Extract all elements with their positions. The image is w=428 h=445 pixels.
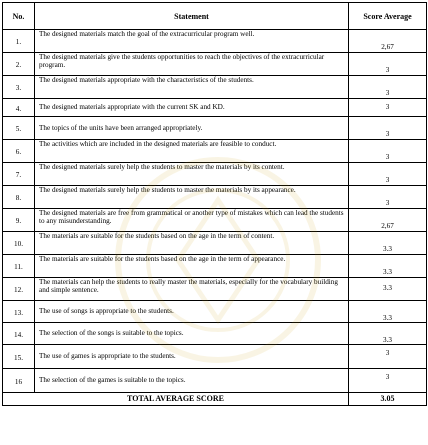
row-score: 3 [349,53,427,76]
table-row [3,301,427,323]
row-statement: The designed materials are free from grammatical or another type of mistakes which can lead the students to any misunderstanding. [35,209,349,232]
row-statement: The designed materials surely help the students to master the materials by its appearance. [35,186,349,209]
table-row [3,323,427,345]
row-score: 3.3 [349,232,427,255]
row-statement: The designed materials appropriate with the current SK and KD. [35,99,349,117]
row-score: 3 [349,186,427,209]
row-statement: The designed materials give the students opportunities to reach the objectives of the extracurricular program. [35,53,349,76]
table-row [3,53,427,76]
score-average-table [2,2,427,406]
table-row [3,209,427,232]
row-number: 9. [3,209,35,232]
row-number: 14. [3,323,35,345]
row-statement: The materials can help the students to really master the materials, especially for the vocabulary building and simple sentence. [35,278,349,301]
row-statement: The selection of the songs is suitable to the topics. [35,323,349,345]
table-row [3,278,427,301]
row-statement: The designed materials appropriate with the characteristics of the students. [35,76,349,99]
row-statement: The topics of the units have been arranged appropriately. [35,117,349,140]
table-row [3,76,427,99]
header-no: No. [3,3,35,30]
row-number: 16 [3,369,35,393]
row-number: 15. [3,345,35,369]
row-statement: The designed materials surely help the students to master the materials by its content. [35,163,349,186]
row-score: 3 [349,345,427,369]
table-row [3,163,427,186]
header-score-average: Score Average [349,3,427,30]
row-number: 1. [3,30,35,53]
header-statement: Statement [35,3,349,30]
row-number: 2. [3,53,35,76]
row-score: 3.3 [349,278,427,301]
total-label: TOTAL AVERAGE SCORE [3,393,349,406]
row-score: 3 [349,76,427,99]
score-table-container [2,2,426,406]
row-number: 13. [3,301,35,323]
table-row [3,117,427,140]
table-row [3,345,427,369]
row-number: 11. [3,255,35,278]
row-score: 3 [349,369,427,393]
row-score: 3.3 [349,323,427,345]
row-number: 3. [3,76,35,99]
row-number: 8. [3,186,35,209]
table-row [3,186,427,209]
table-header-row [3,3,427,30]
row-statement: The use of songs is appropriate to the students. [35,301,349,323]
row-score: 3 [349,163,427,186]
row-score: 2,67 [349,209,427,232]
table-row [3,140,427,163]
row-number: 10. [3,232,35,255]
table-row [3,255,427,278]
table-row [3,369,427,393]
row-statement: The materials are suitable for the students based on the age in the term of appearance. [35,255,349,278]
row-score: 2,67 [349,30,427,53]
row-statement: The use of games is appropriate to the students. [35,345,349,369]
total-score: 3.05 [349,393,427,406]
table-row [3,30,427,53]
row-score: 3 [349,99,427,117]
row-number: 5. [3,117,35,140]
row-number: 4. [3,99,35,117]
row-statement: The designed materials match the goal of the extracurricular program well. [35,30,349,53]
row-score: 3.3 [349,301,427,323]
table-row [3,99,427,117]
row-score: 3 [349,140,427,163]
row-score: 3.3 [349,255,427,278]
row-statement: The activities which are included in the designed materials are feasible to conduct. [35,140,349,163]
row-score: 3 [349,117,427,140]
table-row [3,232,427,255]
row-statement: The materials are suitable for the students based on the age in the term of content. [35,232,349,255]
row-number: 12. [3,278,35,301]
total-row [3,393,427,406]
row-number: 7. [3,163,35,186]
row-number: 6. [3,140,35,163]
row-statement: The selection of the games is suitable to the topics. [35,369,349,393]
